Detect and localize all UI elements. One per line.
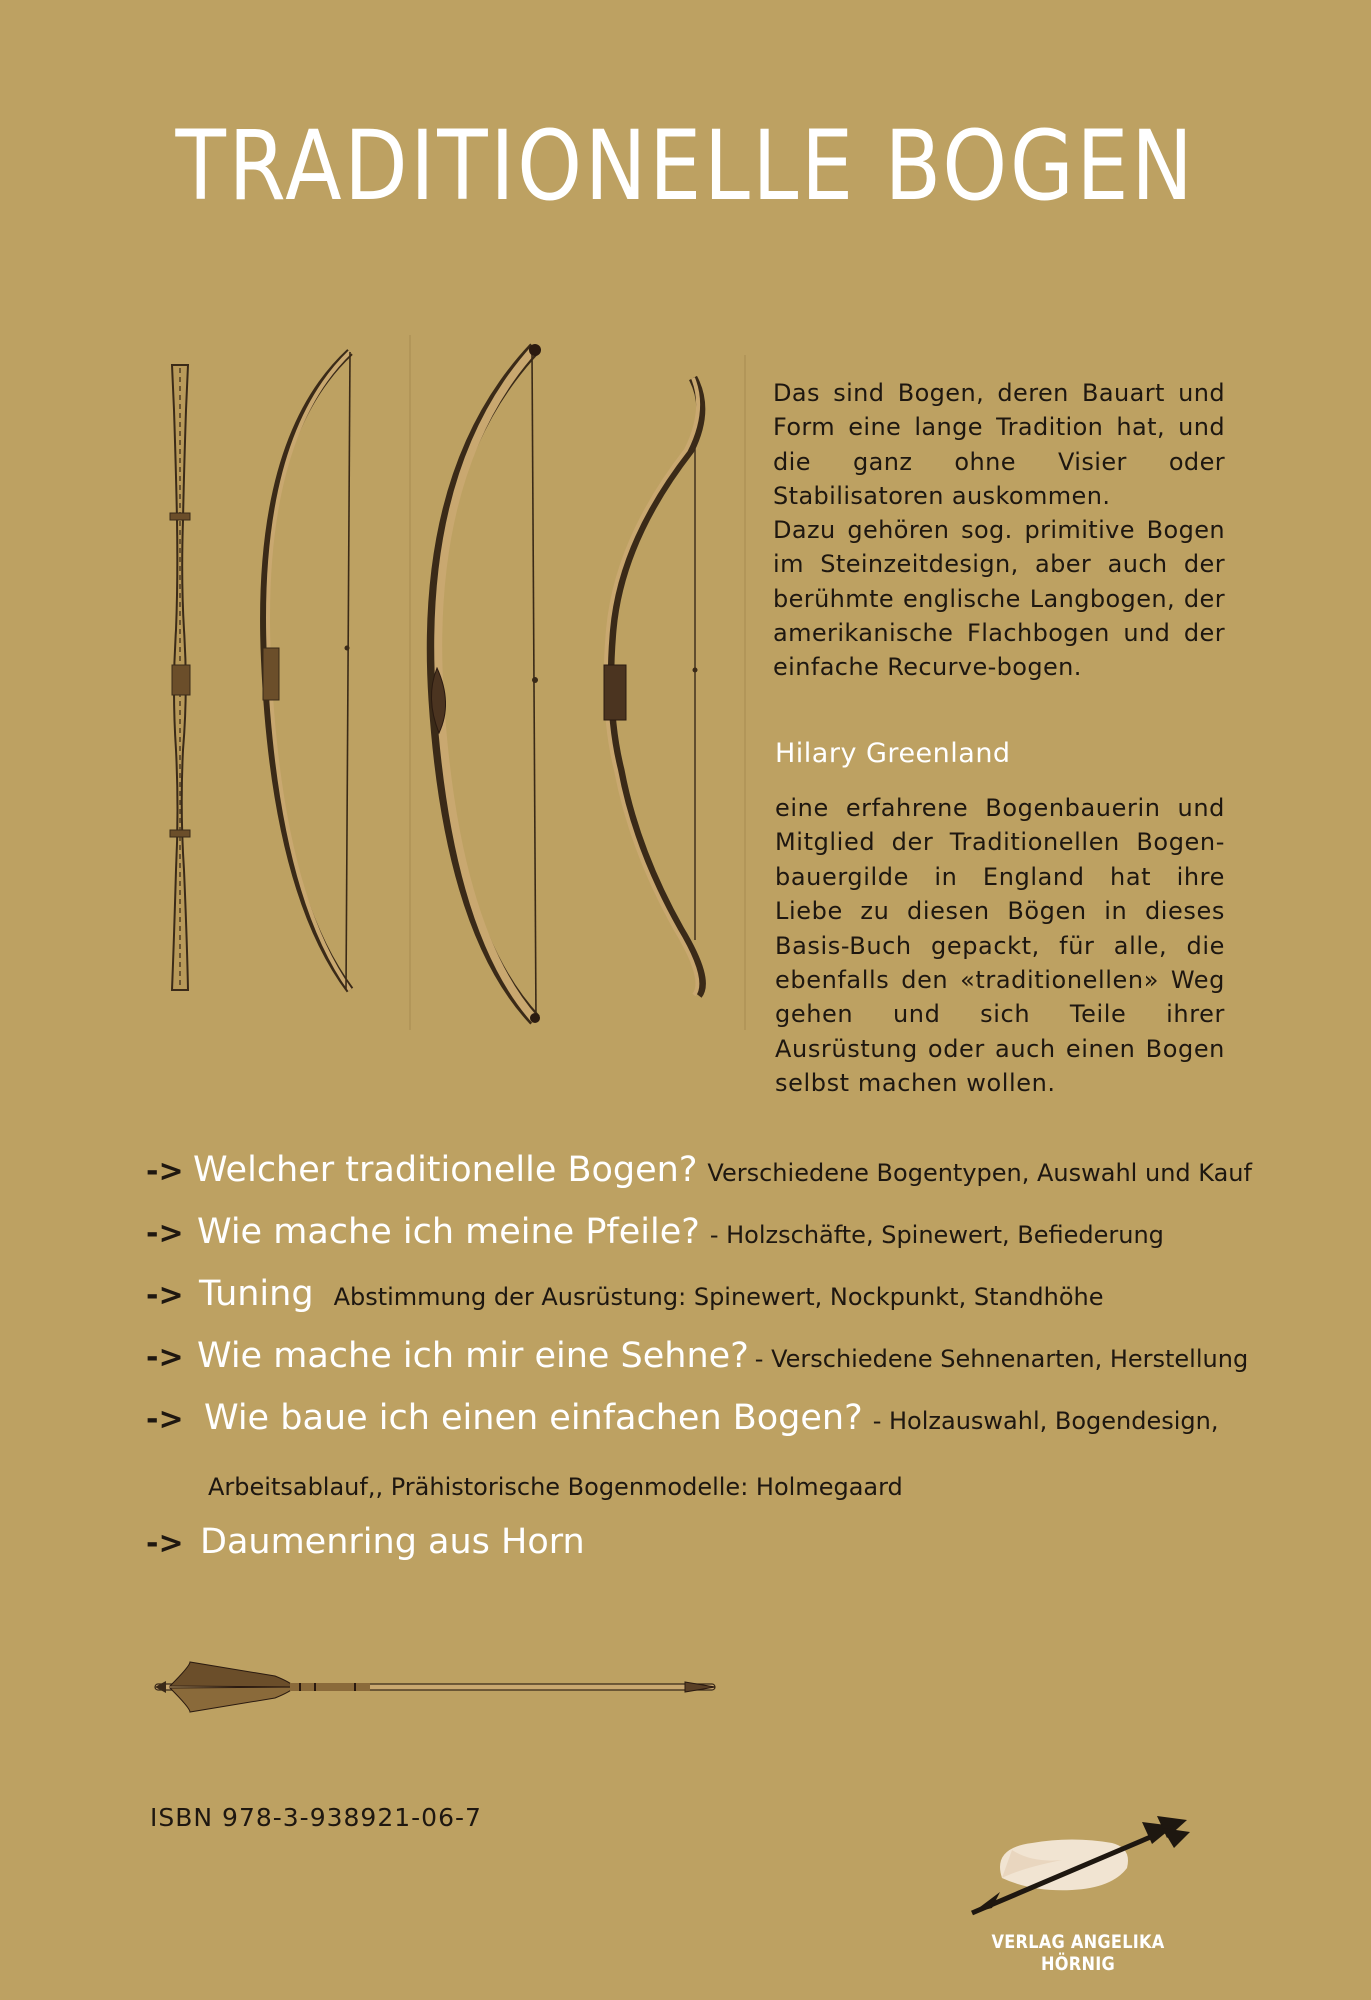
topic-item [146, 1336, 1249, 1398]
flatbow-strung [431, 344, 541, 1023]
topic-heading: Daumenring aus Horn [200, 1522, 585, 1562]
recurve-bow [604, 378, 701, 995]
topic-heading: Wie baue ich einen einfachen Bogen? [204, 1398, 863, 1438]
arrow-bullet-icon: -> [146, 1526, 184, 1561]
arrow-bullet-icon: -> [146, 1402, 184, 1437]
topic-item [146, 1150, 1252, 1212]
topic-subtitle: Verschiedene Bogentypen, Auswahl und Kauf [707, 1159, 1252, 1187]
arrow-bullet-icon: -> [146, 1278, 184, 1313]
arrow-bullet-icon: -> [146, 1216, 184, 1251]
book-description [773, 376, 1225, 685]
topic-heading: Tuning [199, 1274, 314, 1314]
topic-heading: Wie mache ich meine Pfeile? [197, 1212, 700, 1252]
book-title: TRADITIONELLE BOGEN [175, 110, 1196, 222]
author-name: Hilary Greenland [775, 738, 1011, 769]
arrow-bullet-icon: -> [146, 1340, 184, 1375]
topic-item [146, 1274, 1236, 1336]
publisher-name: VERLAG ANGELIKA HÖRNIG [991, 1931, 1165, 1975]
topic-item [146, 1212, 1236, 1274]
bow-illustrations [150, 330, 750, 1050]
topic-subtitle: - Verschiedene Sehnenarten, Herstellung [754, 1345, 1249, 1373]
topic-heading: Welcher traditionelle Bogen? [193, 1150, 698, 1190]
topic-subtitle: - Holzschäfte, Spinewert, Befiederung [709, 1221, 1164, 1249]
arrow-bullet-icon: -> [146, 1154, 184, 1189]
author-bio [775, 791, 1225, 1101]
topic-heading: Wie mache ich mir eine Sehne? [197, 1336, 749, 1376]
longbow-strung [263, 352, 350, 990]
description-paragraph-1: Das sind Bogen, deren Bauart und Form eine lange Tradition hat, und die ganz ohne Visier oder Stabilisatoren auskommen. [773, 379, 1225, 510]
longbow-straight [170, 365, 190, 990]
isbn-number: ISBN 978-3-938921-06-7 [150, 1803, 482, 1832]
description-paragraph-2: Dazu gehören sog. primitive Bogen im Steinzeitdesign, aber auch der berühmte englische Langbogen, der amerikanische Flachbogen und der einfache Recurve-bogen. [773, 516, 1225, 682]
topic-list [146, 1150, 1252, 1584]
topic-subtitle: Abstimmung der Ausrüstung: Spinewert, Nockpunkt, Standhöhe [333, 1283, 1104, 1311]
arrow-illustration [150, 1658, 720, 1716]
bio-text: eine erfahrene Bogenbauerin und Mitglied der Traditionellen Bogen-bauergilde in England hat ihre Liebe zu diesen Bögen in dieses Basis-Buch gepackt, für alle, die ebenfalls den «traditionellen» Weg gehen und sich Teile ihrer Ausrüstung oder auch einen Bogen selbst machen wollen. [775, 794, 1225, 1098]
topic-item [146, 1522, 1236, 1584]
topic-continuation: Arbeitsablauf,, Prähistorische Bogenmodelle: Holmegaard [208, 1473, 903, 1501]
publisher-logo-icon [962, 1808, 1192, 1918]
topic-subtitle: - Holzauswahl, Bogendesign, [872, 1407, 1219, 1435]
topic-item [146, 1398, 1236, 1460]
